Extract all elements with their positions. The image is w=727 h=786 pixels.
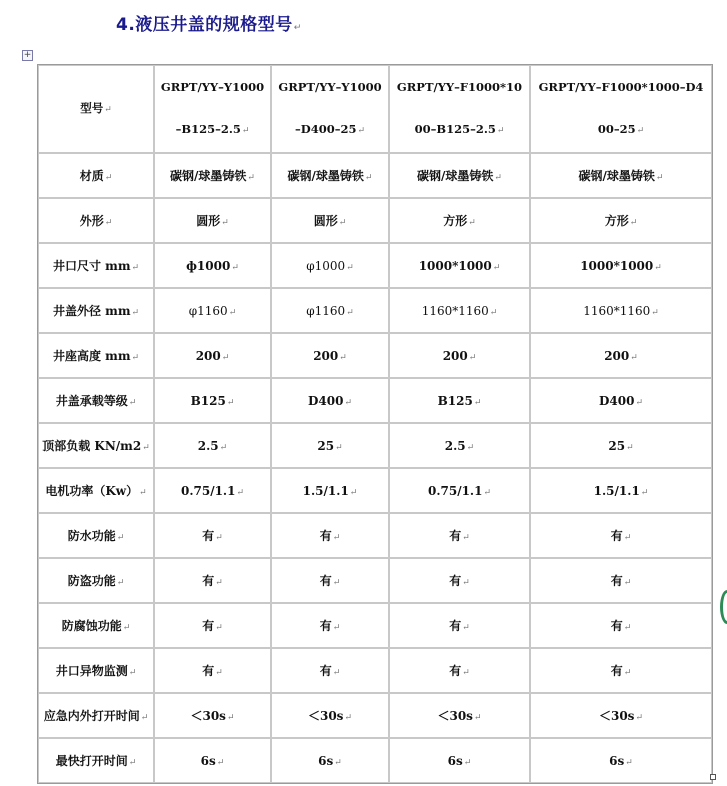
value-cell [389,513,530,558]
cell-mark: ↵ [216,757,225,768]
cell-value: 有 [610,574,623,588]
value-cell [389,738,530,783]
cell-mark: ↵ [116,533,125,543]
cell-mark: ↵ [629,218,638,228]
cell-mark: ↵ [241,126,250,136]
cell-value: 有 [610,664,623,678]
cell-value: 有 [610,619,623,633]
row-label: 井座高度 mm [52,349,131,363]
model-line-2: –D400–25 [294,122,357,136]
value-cell [154,333,271,378]
cell-value: ＜30s [307,709,344,723]
model-line-1: GRPT/YY–Y1000 [278,80,382,94]
cell-mark: ↵ [116,578,125,588]
cell-mark: ↵ [339,352,347,363]
cell-value: φ1160 [188,303,228,318]
cell-value: 1.5/1.1 [593,483,640,498]
row-label: 外形 [79,214,104,228]
cell-value: B125 [437,393,473,408]
cell-value: 圆形 [196,214,221,228]
cell-mark: ↵ [357,126,366,136]
value-cell [154,153,271,198]
model-cell [530,65,712,153]
value-cell [271,378,389,423]
cell-mark: ↵ [635,713,643,723]
cell-mark: ↵ [332,578,341,588]
row-label-cell [38,558,154,603]
row-label-cell [38,603,154,648]
cell-value: 碳钢/球墨铸铁 [287,169,364,183]
model-line-1: GRPT/YY–Y1000 [160,80,265,94]
model-line-2: 00–25 [597,122,636,136]
model-line-1: GRPT/YY–F1000*10 [396,80,523,94]
cell-value: 200 [195,348,221,363]
cell-value: 有 [319,619,332,633]
value-cell [530,603,712,648]
cell-mark: ↵ [483,487,492,498]
row-label: 应急内外打开时间 [43,709,140,723]
cell-mark: ↵ [349,487,358,498]
cell-value: 方形 [604,214,629,228]
cell-mark: ↵ [219,442,228,453]
value-cell [389,288,530,333]
cell-mark: ↵ [221,352,230,363]
cell-value: 圆形 [313,214,338,228]
value-cell [389,693,530,738]
cell-value: 方形 [443,214,468,228]
cell-mark: ↵ [332,533,341,543]
row-label: 材质 [79,169,104,183]
cell-value: 2.5 [197,438,219,453]
table-row [38,513,712,558]
value-cell [530,693,712,738]
value-cell [530,558,712,603]
cell-mark: ↵ [122,623,131,633]
value-cell [389,333,530,378]
value-cell [389,468,530,513]
value-cell [154,513,271,558]
value-cell [389,603,530,648]
cell-mark: ↵ [231,262,239,273]
cell-value: B125 [190,393,226,408]
cell-value: 碳钢/球墨铸铁 [417,169,494,183]
value-cell [389,198,530,243]
table-row [38,693,712,738]
value-cell [530,513,712,558]
cell-value: 0.75/1.1 [180,483,236,498]
table-row [38,468,712,513]
cell-mark: ↵ [332,623,341,633]
model-cell [389,65,530,153]
table-row [38,648,712,693]
value-cell [389,153,530,198]
cell-value: 有 [202,574,215,588]
value-cell [154,423,271,468]
row-label-cell [38,738,154,783]
value-cell [530,288,712,333]
cell-mark: ↵ [651,307,659,318]
cell-value: 200 [442,348,468,363]
value-cell [530,333,712,378]
row-label-cell [38,648,154,693]
value-cell [389,558,530,603]
cell-mark: ↵ [344,713,352,723]
row-label-cell [38,243,154,288]
cell-mark: ↵ [655,173,664,183]
cell-value: 有 [319,529,332,543]
cell-mark: ↵ [226,397,235,408]
cell-value: 有 [449,574,462,588]
cell-mark: ↵ [334,757,342,768]
cell-mark: ↵ [335,442,343,453]
cell-mark: ↵ [468,352,477,363]
cell-mark: ↵ [489,307,498,318]
row-label-cell [38,693,154,738]
row-label: 井口尺寸 mm [52,259,131,273]
cell-mark: ↵ [228,307,237,318]
cell-mark: ↵ [635,397,643,408]
cell-value: 有 [449,529,462,543]
table-row [38,378,712,423]
value-cell [271,198,389,243]
row-label-cell [38,468,154,513]
value-cell [530,198,712,243]
cell-value: 200 [313,348,339,363]
value-cell [271,738,389,783]
cell-mark: ↵ [462,668,470,678]
cell-value: 6s [447,753,463,768]
cell-mark: ↵ [215,623,223,633]
model-line-1: GRPT/YY–F1000*1000–D4 [538,80,704,94]
value-cell [530,423,712,468]
table-resize-handle-icon[interactable] [710,774,716,780]
table-row [38,198,712,243]
cell-mark: ↵ [344,397,352,408]
cell-mark: ↵ [636,126,645,136]
cell-mark: ↵ [221,218,229,228]
row-label: 井盖承载等级 [55,394,128,408]
cell-mark: ↵ [462,578,470,588]
value-cell [154,378,271,423]
row-label: 顶部负载 KN/m2 [42,439,142,453]
value-cell [154,468,271,513]
table-row [38,333,712,378]
cell-value: 1160*1160 [583,303,651,318]
row-label-cell [38,513,154,558]
value-cell [154,198,271,243]
cell-mark: ↵ [623,668,632,678]
value-cell [530,468,712,513]
value-cell [271,288,389,333]
cell-mark: ↵ [346,307,354,318]
value-cell [154,243,271,288]
table-row [38,603,712,648]
value-cell [271,603,389,648]
cell-mark: ↵ [625,757,633,768]
spec-table-body [38,65,712,783]
cell-mark: ↵ [104,218,113,228]
row-label: 井口异物监测 [55,664,128,678]
cell-mark: ↵ [623,533,632,543]
cell-mark: ↵ [640,487,649,498]
table-row [38,738,712,783]
value-cell [154,738,271,783]
cell-mark: ↵ [104,173,113,183]
cell-mark: ↵ [473,397,482,408]
value-cell [271,513,389,558]
section-title [116,10,302,35]
cell-mark: ↵ [494,173,502,183]
cell-value: 有 [202,664,215,678]
cell-value: D400 [307,393,344,408]
cell-mark: ↵ [630,352,638,363]
value-cell [271,468,389,513]
model-cell [271,65,389,153]
value-cell [530,738,712,783]
cell-value: 25 [317,438,335,453]
cell-mark: ↵ [466,442,475,453]
cell-value: 6s [318,753,334,768]
cell-value: 有 [202,619,215,633]
cell-mark: ↵ [131,308,140,318]
value-cell [271,693,389,738]
cell-mark: ↵ [226,713,235,723]
row-label: 电机功率（Kw） [45,484,139,498]
value-cell [389,378,530,423]
value-cell [154,603,271,648]
value-cell [389,423,530,468]
cell-value: φ1160 [306,303,346,318]
cell-value: ＜30s [437,709,473,723]
table-row [38,243,712,288]
cell-value: 碳钢/球墨铸铁 [578,169,655,183]
cell-value: 有 [449,664,462,678]
cell-mark: ↵ [128,398,137,408]
cell-mark: ↵ [462,623,470,633]
cell-value: 有 [319,664,332,678]
model-line-2: 00–B125–2.5 [414,122,496,136]
row-label: 最快打开时间 [55,754,128,768]
cell-value: 1160*1160 [421,303,489,318]
cell-value: 有 [202,529,215,543]
cell-value: ＜30s [190,709,226,723]
cell-value: 碳钢/球墨铸铁 [170,169,247,183]
cell-value: 25 [608,438,626,453]
row-label-cell [38,423,154,468]
cell-mark: ↵ [492,262,501,273]
table-row [38,423,712,468]
value-cell [154,288,271,333]
table-row [38,153,712,198]
cell-mark: ↵ [215,668,223,678]
table-header-row [38,65,712,153]
cell-value: 2.5 [444,438,466,453]
cell-mark: ↵ [247,173,255,183]
value-cell [154,648,271,693]
cell-value: ф1000 [186,258,231,273]
cell-mark: ↵ [131,353,140,363]
cell-value: D400 [598,393,635,408]
cell-mark: ↵ [346,262,354,273]
cell-mark: ↵ [654,262,662,273]
cell-value: 6s [200,753,216,768]
row-label-cell [38,198,154,243]
cell-value: φ1000 [306,258,346,273]
row-label: 防盗功能 [67,574,116,588]
value-cell [530,153,712,198]
cell-mark: ↵ [623,623,632,633]
row-label: 防腐蚀功能 [61,619,122,633]
cell-value: 有 [610,529,623,543]
model-cell [154,65,271,153]
cell-mark: ↵ [462,533,470,543]
cell-mark: ↵ [626,442,634,453]
cell-mark: ↵ [104,105,112,115]
row-label-cell [38,153,154,198]
cell-value: 200 [604,348,630,363]
table-row [38,288,712,333]
cell-value: 1000*1000 [418,258,492,273]
cell-value: 1.5/1.1 [302,483,349,498]
value-cell [530,648,712,693]
row-label: 防水功能 [67,529,116,543]
value-cell [271,648,389,693]
cell-value: 1000*1000 [580,258,654,273]
cell-mark: ↵ [623,578,632,588]
row-label: 井盖外径 mm [52,304,131,318]
model-line-2: –B125–2.5 [175,122,241,136]
row-label-cell [38,333,154,378]
value-cell [154,693,271,738]
row-label-cell [38,378,154,423]
floating-badge-icon[interactable] [720,590,727,624]
value-cell [389,243,530,288]
value-cell [389,648,530,693]
cell-value: 6s [609,753,625,768]
cell-value: 有 [449,619,462,633]
cell-mark: ↵ [140,713,149,723]
paragraph-mark: ↵ [293,23,302,33]
row-label-cell [38,288,154,333]
section-title-text: 4.液压井盖的规格型号 [116,15,293,35]
cell-mark: ↵ [364,173,373,183]
cell-value: 有 [319,574,332,588]
value-cell [271,243,389,288]
cell-mark: ↵ [236,487,245,498]
value-cell [154,558,271,603]
header-label-cell [38,65,154,153]
value-cell [271,423,389,468]
cell-mark: ↵ [128,758,137,768]
cell-mark: ↵ [215,533,223,543]
value-cell [271,558,389,603]
cell-value: ＜30s [598,709,635,723]
cell-mark: ↵ [131,263,140,273]
spec-table [37,64,713,784]
cell-mark: ↵ [468,218,476,228]
cell-mark: ↵ [496,126,505,136]
value-cell [271,333,389,378]
value-cell [530,378,712,423]
cell-value: 0.75/1.1 [427,483,483,498]
cell-mark: ↵ [142,443,150,453]
table-row [38,558,712,603]
table-move-handle-icon[interactable]: + [23,50,32,60]
cell-mark: ↵ [215,578,223,588]
value-cell [530,243,712,288]
header-label: 型号 [80,101,104,115]
cell-mark: ↵ [139,488,147,498]
cell-mark: ↵ [338,218,347,228]
value-cell [271,153,389,198]
cell-mark: ↵ [463,757,472,768]
cell-mark: ↵ [128,668,137,678]
cell-mark: ↵ [332,668,341,678]
cell-mark: ↵ [473,713,482,723]
